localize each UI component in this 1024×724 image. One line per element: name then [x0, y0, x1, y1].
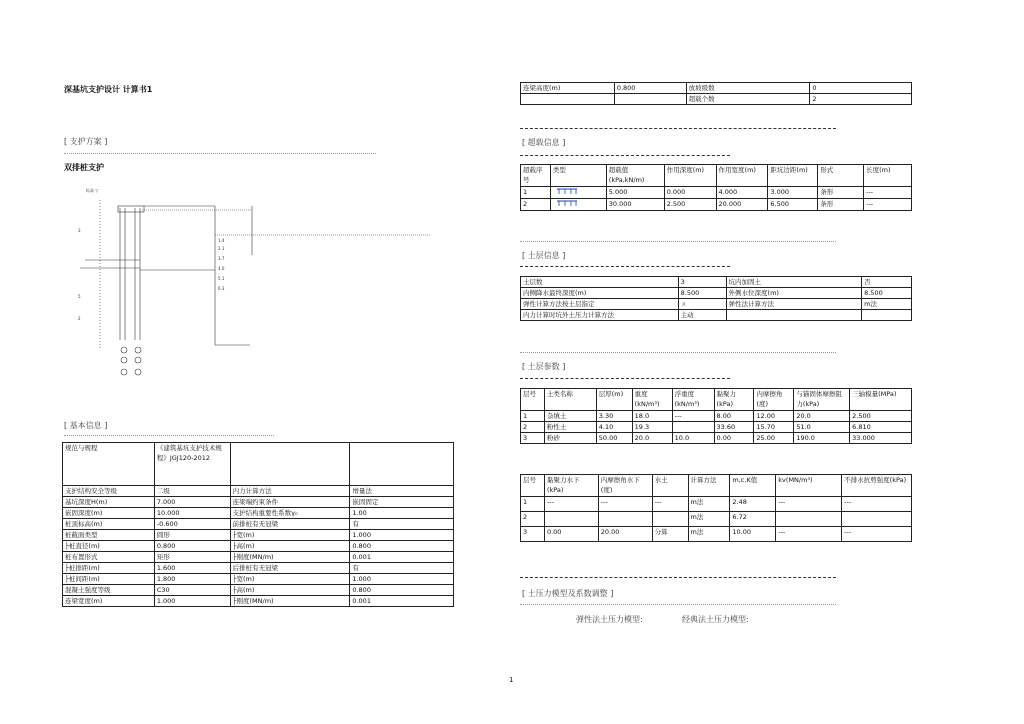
- table-row: ├桩直径(m) 0.800 ├高(m) 0.800: [63, 541, 454, 552]
- table-row: 桩布置形式 矩形 ├刚度(MN/m) 0.001: [63, 552, 454, 563]
- table-row: 土层数 3 坑内加固土 否: [521, 277, 912, 288]
- load-type-icon: [550, 199, 606, 211]
- table-row: 弹性计算方法按土层指定 ㄨ 弹性法计算方法 m法: [521, 299, 912, 310]
- table-row: 混凝土强度等级 C30 ├高(m) 0.800: [63, 585, 454, 596]
- svg-text:1.4: 1.4: [218, 238, 225, 243]
- section-surcharge: [ 超载信息 ]: [522, 138, 566, 147]
- divider: [520, 128, 836, 129]
- table-row: 2 粉性土 4.10 19.3 33.60 15.70 51.0 6.810: [521, 422, 912, 433]
- table-row: 1 5.000 0.000 4.000 3.000 条形 ---: [521, 187, 912, 199]
- soil-params-table: [520, 388, 912, 444]
- table-row: 连梁高度(m) 0.800 放坡级数 0: [521, 83, 912, 94]
- table-row: 1 --- --- --- m法 2.48 --- ---: [521, 497, 912, 512]
- svg-text:5.1: 5.1: [218, 276, 225, 281]
- table-row: 桩截面类型 圆形 ├宽(m) 1.000: [63, 530, 454, 541]
- svg-text:2.1: 2.1: [218, 246, 225, 251]
- divider: [520, 352, 836, 353]
- divider: [520, 241, 836, 242]
- divider: [64, 435, 274, 436]
- svg-text:4.0: 4.0: [218, 266, 225, 271]
- section-pressure: [ 土压力模型及系数调整 ]: [522, 589, 614, 598]
- table-row: 2 m法 6.72: [521, 512, 912, 527]
- svg-text:2: 2: [78, 316, 81, 321]
- load-type-icon: [550, 187, 606, 199]
- table-row: ├桩排距(m) 1.600 后排桩有无冠梁 有: [63, 563, 454, 574]
- svg-text:标高 ▽: 标高 ▽: [86, 188, 99, 193]
- pile-diagram: [80, 180, 440, 415]
- svg-text:3: 3: [78, 228, 81, 233]
- svg-text:6.3: 6.3: [218, 286, 225, 291]
- table-row: 规范与规程 《建筑基坑支护技术规程》JGJ120-2012: [63, 443, 454, 486]
- divider: [520, 577, 836, 578]
- classic-pressure-model-label: 经典法土压力模型:: [682, 615, 749, 624]
- soil-info-table: [520, 276, 912, 321]
- divider: [520, 378, 730, 379]
- table-row: ├桩间距(m) 1.800 ├宽(m) 1.000: [63, 574, 454, 585]
- table-row: 超载个数 2: [521, 94, 912, 105]
- table-row: 内力计算时坑外土压力计算方法 主动: [521, 310, 912, 321]
- table-row: 连梁宽度(m) 1.000 ├刚度(MN/m) 0.001: [63, 596, 454, 607]
- table-row: 支护结构安全等级 二级 内力计算方法 增量法: [63, 486, 454, 497]
- section-params: [ 土层参数 ]: [522, 362, 566, 371]
- scheme-title: 双排桩支护: [64, 163, 104, 172]
- section-soil: [ 土层信息 ]: [522, 251, 566, 260]
- page-number: 1: [509, 676, 514, 684]
- table-row: 3 0.00 20.00 分算 m法 10.00 --- ---: [521, 527, 912, 542]
- table-row: 基坑深度H(m) 7.000 连梁端约束条件 嵌固固定: [63, 497, 454, 508]
- table-row: 1 杂填土 3.30 18.0 --- 8.00 12.00 20.0 2.500: [521, 411, 912, 422]
- table-row: 超载序号 类型 超载值(kPa,kN/m) 作用深度(m) 作用宽度(m) 距坑边距(m) 形式 长度(m): [521, 165, 912, 187]
- svg-text:3.7: 3.7: [218, 256, 225, 261]
- divider: [520, 266, 730, 267]
- divider: [520, 604, 836, 605]
- table-row: 桩顶标高(m) -0.600 前排桩有无冠梁 有: [63, 519, 454, 530]
- top-continuation-table: [520, 82, 912, 105]
- table-row: 嵌固深度(m) 10.000 支护结构重要性系数γ₀ 1.00: [63, 508, 454, 519]
- surcharge-table: [520, 164, 912, 211]
- table-row: 层号 土类名称 层厚(m) 重度(kN/m³) 浮重度(kN/m³) 黏聚力(kPa) 内摩擦角(度) 与锚固体摩擦阻力(kPa) 三轴模量(MPa): [521, 389, 912, 411]
- divider: [520, 155, 730, 156]
- table-row: 层号 黏聚力水下(kPa) 内摩擦角水下(度) 水土 计算方法 m,c,K值 kv(MN/m³) 不排水抗剪强度(kPa): [521, 475, 912, 497]
- table-row: 内侧降水最终深度(m) 8.500 外侧水位深度(m) 8.500: [521, 288, 912, 299]
- section-support: [ 支护方案 ]: [64, 137, 108, 146]
- table-row: 2 30.000 2.500 20.000 6.500 条形 ---: [521, 199, 912, 211]
- svg-text:5: 5: [78, 294, 81, 299]
- table-row: 3 粉砂 50.00 20.0 10.0 0.00 25.00 190.0 33.000: [521, 433, 912, 444]
- section-basic: [ 基本信息 ]: [64, 421, 108, 430]
- soil-params-table-2: [520, 474, 912, 542]
- basic-info-table: [62, 442, 454, 607]
- elastic-pressure-model-label: 弹性法土压力模型:: [576, 615, 643, 624]
- doc-title: 深基坑支护设计 计算书1: [64, 85, 153, 94]
- divider: [64, 153, 376, 154]
